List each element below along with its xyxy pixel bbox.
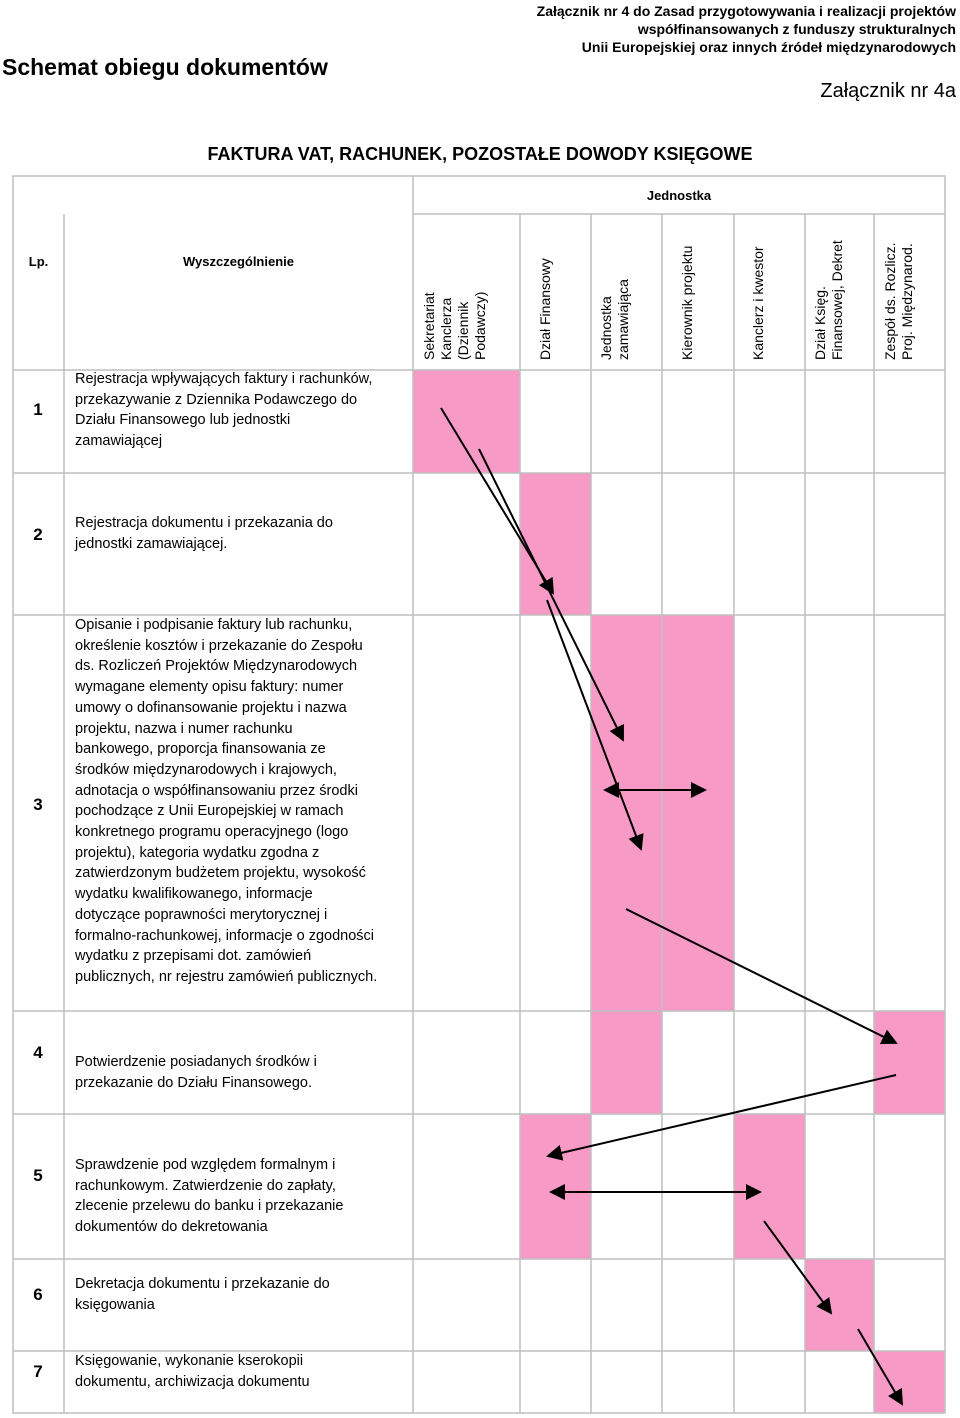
unit-header-project-manager: Kierownik projektu bbox=[679, 245, 695, 360]
row-number: 5 bbox=[33, 1166, 43, 1185]
annex-line: współfinansowanych z funduszy strukturalnych bbox=[637, 21, 956, 37]
unit-header-finance: Dział Finansowy bbox=[537, 258, 553, 360]
annex-number: Załącznik nr 4a bbox=[820, 80, 956, 102]
unit-header-secretariat: Sekretariat Kanclerza (Dziennik Podawczy) bbox=[421, 291, 488, 360]
row-number: 6 bbox=[33, 1285, 43, 1304]
annex-line: Załącznik nr 4 do Zasad przygotowywania i realizacji projektów bbox=[536, 3, 956, 19]
flow-arrows bbox=[441, 408, 902, 1404]
row-number: 4 bbox=[33, 1043, 43, 1062]
unit-header-chancellor: Kanclerz i kwestor bbox=[750, 246, 766, 360]
arrow-finance-to-unit bbox=[547, 600, 641, 849]
page-title: Schemat obiegu dokumentów bbox=[2, 54, 328, 80]
annex-line: Unii Europejskiej oraz innych źródeł międzynarodowych bbox=[581, 39, 956, 55]
arrow-chancellor-to-accounting bbox=[764, 1221, 831, 1313]
arrow-intl-team-to-finance bbox=[548, 1075, 896, 1156]
column-header-lp: Lp. bbox=[28, 253, 49, 269]
arrow-accounting-to-intl-team bbox=[858, 1329, 902, 1404]
unit-header-ordering-unit: Jednostka zamawiająca bbox=[598, 279, 631, 360]
group-header-unit: Jednostka bbox=[646, 187, 712, 203]
document-title: FAKTURA VAT, RACHUNEK, POZOSTAŁE DOWODY KSIĘGOWE bbox=[207, 144, 753, 164]
unit-header-intl-team: Zespół ds. Rozlicz. Proj. Międzynarod. bbox=[882, 242, 915, 360]
row-number: 3 bbox=[33, 795, 43, 814]
row-description: Opisanie i podpisanie faktury lub rachunku, określenie kosztów i przekazanie do Zespołu ds. Rozliczeń Projektów Międzynarodowych wymagane elementy opisu faktury: numer umowy o dofinansowanie projektu i nazwa projektu, nazwa i numer rachunku bankowego, proporcja finansowania ze środków międzynarodowych i krajowych, adnotacja o współfinansowaniu przez środki pochodzące z Unii Europejskiej w ramach konkretnego programu operacyjnego (logo projektu), kategoria wydatku zgodna z zatwierdzonym budżetem projektu, wysokość wydatku kwalifikowanego, informacje dotyczące poprawności merytorycznej i formalno-rachunkowej, informacje o zgodności wydatku z przepisami dot. zamówień publicznych, nr rejestru zamówień publicznych. bbox=[75, 617, 378, 985]
row-description: Sprawdzenie pod względem formalnym i rachunkowym. Zatwierdzenie do zapłaty, zlecenie przelewu do banku i przekazanie dokumentów do dekretowania bbox=[75, 1157, 344, 1236]
row-number: 7 bbox=[33, 1362, 43, 1381]
arrow-secretariat-to-unit bbox=[479, 449, 623, 740]
column-header-description: Wyszczególnienie bbox=[182, 253, 294, 269]
arrow-unit-to-intl-team bbox=[626, 909, 896, 1043]
row-description: Dekretacja dokumentu i przekazanie do księgowania bbox=[75, 1276, 330, 1313]
row-number: 2 bbox=[33, 525, 43, 544]
row-description: Rejestracja dokumentu i przekazania do jednostki zamawiającej. bbox=[75, 515, 333, 552]
row-description: Rejestracja wpływających faktury i rachunków, przekazywanie z Dziennika Podawczego do Działu Finansowego lub jednostki zamawiającej bbox=[75, 371, 373, 450]
row-description: Potwierdzenie posiadanych środków i przekazanie do Działu Finansowego. bbox=[75, 1054, 317, 1091]
row-description: Księgowanie, wykonanie kserokopii dokumentu, archiwizacja dokumentu bbox=[75, 1353, 310, 1390]
unit-header-accounting: Dział Księg. Finansowej, Dekret bbox=[812, 240, 845, 360]
row-number: 1 bbox=[33, 400, 43, 419]
